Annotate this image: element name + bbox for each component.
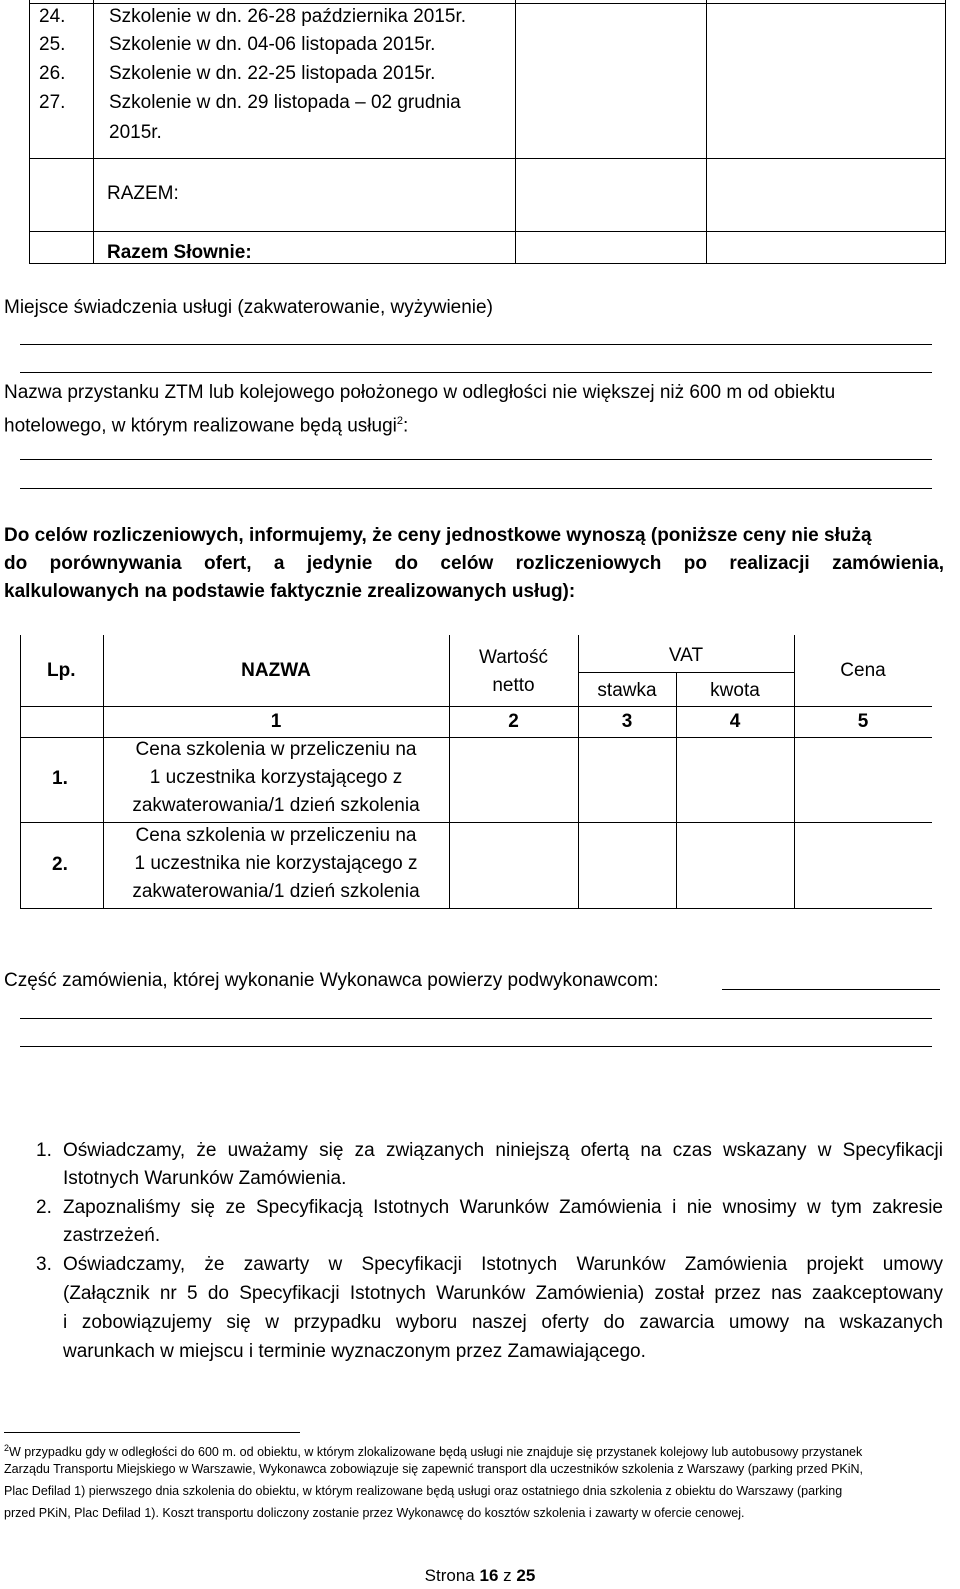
row-lp: 2. bbox=[52, 854, 68, 875]
top-table-divider bbox=[515, 0, 516, 264]
czesc-label: Część zamówienia, której wykonanie Wykonawca powierzy podwykonawcom: bbox=[4, 970, 659, 991]
top-table-divider bbox=[93, 0, 94, 264]
top-table-rule bbox=[29, 3, 946, 4]
price-table-divider bbox=[578, 635, 579, 909]
row-number: 27. bbox=[39, 92, 66, 113]
page-total: 25 bbox=[516, 1566, 536, 1585]
footnote-mark: 2 bbox=[4, 1443, 10, 1453]
przystanek-text-line2: hotelowego, w którym realizowane będą usługi bbox=[4, 415, 397, 437]
fill-line bbox=[20, 1046, 932, 1047]
row-label: 2015r. bbox=[109, 122, 162, 143]
price-table-divider bbox=[676, 672, 677, 909]
decl-line: zastrzeżeń. bbox=[63, 1225, 161, 1246]
page-number bbox=[0, 1566, 960, 1586]
header-wartosc: Wartość bbox=[479, 647, 548, 668]
fill-line bbox=[20, 344, 932, 345]
decl-number: 1. bbox=[36, 1140, 52, 1161]
footnote-line: przed PKiN, Plac Defilad 1). Koszt transportu doliczony zostanie przez Wykonawcę do kosztów szkolenia i zawarty w ofercie cenowej. bbox=[4, 1506, 745, 1520]
przystanek-colon: : bbox=[403, 415, 409, 437]
bold-para-line: Do celów rozliczeniowych, informujemy, że ceny jednostkowe wynoszą (poniższe ceny nie służą bbox=[4, 525, 872, 546]
price-table-rule bbox=[20, 822, 932, 823]
fill-line bbox=[20, 372, 932, 373]
row-lp: 1. bbox=[52, 768, 68, 789]
page-current: 16 bbox=[479, 1566, 499, 1585]
footnote-text: W przypadku gdy w odległości do 600 m. od obiektu, w którym zlokalizowane będą usługi nie znajduje się przystanek kolejowy lub autobusowy przystanek bbox=[9, 1445, 863, 1460]
row-name-line: Cena szkolenia w przeliczeniu na bbox=[135, 825, 417, 846]
header-nazwa: NAZWA bbox=[241, 660, 311, 681]
row-label: Szkolenie w dn. 04-06 listopada 2015r. bbox=[109, 34, 436, 55]
row-number: 24. bbox=[39, 6, 66, 27]
footnote-line: Zarządu Transportu Miejskiego w Warszawie, Wykonawca zobowiązuje się zapewnić transport dla uczestników szkolenia z Warszawy (parking przed PKiN, bbox=[4, 1462, 864, 1476]
top-table-rule bbox=[29, 231, 946, 232]
przystanek-text: Nazwa przystanku ZTM lub kolejowego położonego w odległości nie większej niż 600 m od obiektu bbox=[4, 382, 836, 403]
header-cena: Cena bbox=[840, 660, 886, 681]
decl-line: warunkach w miejscu i terminie wyznaczonym przez Zamawiającego. bbox=[63, 1341, 646, 1362]
decl-line: i zobowiązujemy się w przypadku wyboru naszej oferty do zawarcia umowy na wskazanych bbox=[63, 1312, 943, 1333]
price-table-rule bbox=[578, 672, 794, 673]
col-number: 3 bbox=[621, 711, 633, 732]
col-number: 1 bbox=[270, 711, 282, 732]
row-number: 25. bbox=[39, 34, 66, 55]
row-name-line: zakwaterowania/1 dzień szkolenia bbox=[132, 881, 420, 902]
row-name-line: 1 uczestnika korzystającego z bbox=[149, 767, 403, 788]
row-label: Szkolenie w dn. 29 listopada – 02 grudnia bbox=[109, 92, 461, 113]
decl-line: Zapoznaliśmy się ze Specyfikacją Istotnych Warunków Zamówienia i nie wnosimy w tym zakresie bbox=[63, 1197, 943, 1218]
header-kwota: kwota bbox=[710, 680, 760, 701]
fill-line bbox=[20, 459, 932, 460]
row-name-line: 1 uczestnika nie korzystającego z bbox=[134, 853, 418, 874]
row-number: 26. bbox=[39, 63, 66, 84]
fill-line bbox=[20, 1018, 932, 1019]
decl-number: 3. bbox=[36, 1254, 52, 1275]
fill-line bbox=[722, 989, 940, 990]
fill-line bbox=[20, 488, 932, 489]
decl-line: Oświadczamy, że zawarty w Specyfikacji Istotnych Warunków Zamówienia projekt umowy bbox=[63, 1254, 943, 1275]
row-name-line: zakwaterowania/1 dzień szkolenia bbox=[132, 795, 420, 816]
footnote-separator bbox=[4, 1432, 300, 1433]
footnote-line bbox=[4, 1440, 862, 1460]
przystanek-text bbox=[4, 410, 408, 437]
decl-line: (Załącznik nr 5 do Specyfikacji Istotnych Warunków Zamówienia) został przez nas zaakceptowany bbox=[63, 1283, 943, 1304]
decl-number: 2. bbox=[36, 1197, 52, 1218]
razem-label: RAZEM: bbox=[107, 183, 179, 204]
header-netto: netto bbox=[492, 675, 535, 696]
price-table-rule bbox=[20, 737, 932, 738]
page-strona: Strona bbox=[424, 1566, 475, 1585]
col-number: 5 bbox=[857, 711, 869, 732]
row-name-line: Cena szkolenia w przeliczeniu na bbox=[135, 739, 417, 760]
row-label: Szkolenie w dn. 26-28 października 2015r. bbox=[109, 6, 467, 27]
footnote-ref: 2 bbox=[396, 415, 404, 427]
bold-para-line: kalkulowanych na podstawie faktycznie zrealizowanych usług): bbox=[4, 581, 576, 602]
col-number: 2 bbox=[508, 711, 519, 732]
footnote-line: Plac Defilad 1) pierwszego dnia szkolenia do obiektu, w którym realizowane będą usługi oraz ostatniego dnia szkolenia z obiektu do Warszawy (parking bbox=[4, 1484, 843, 1498]
bold-para-line: do porównywania ofert, a jedynie do celów rozliczeniowych po realizacji zamówienia, bbox=[4, 553, 944, 574]
miejsce-label: Miejsce świadczenia usługi (zakwaterowanie, wyżywienie) bbox=[4, 297, 493, 318]
decl-line: Istotnych Warunków Zamówienia. bbox=[63, 1168, 347, 1189]
header-lp: Lp. bbox=[47, 660, 76, 681]
razem-slownie-label: Razem Słownie: bbox=[107, 242, 252, 263]
top-table-rule bbox=[29, 158, 946, 159]
price-table-rule bbox=[20, 706, 932, 707]
decl-line: Oświadczamy, że uważamy się za związanych niniejszą ofertą na czas wskazany w Specyfikacji bbox=[63, 1140, 943, 1161]
page-z: z bbox=[503, 1566, 512, 1585]
col-number: 4 bbox=[729, 711, 741, 732]
header-stawka: stawka bbox=[597, 680, 657, 701]
top-table-divider bbox=[706, 0, 707, 264]
header-vat: VAT bbox=[668, 645, 704, 666]
row-label: Szkolenie w dn. 22-25 listopada 2015r. bbox=[109, 63, 436, 84]
